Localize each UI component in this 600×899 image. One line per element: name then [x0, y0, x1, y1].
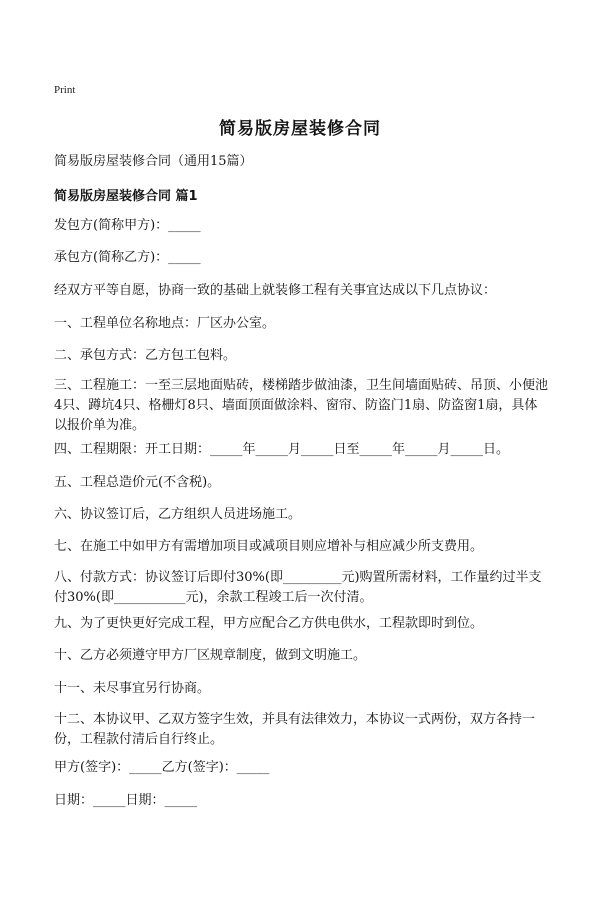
document-title: 简易版房屋装修合同 — [219, 119, 381, 139]
section-heading: 简易版房屋装修合同 篇1 — [54, 189, 198, 204]
clause-2: 二、承包方式：乙方包工包料。 — [54, 348, 237, 363]
date-line: 日期：_____日期：_____ — [54, 793, 198, 808]
signature-line: 甲方(签字)：_____乙方(签字)：_____ — [54, 760, 270, 775]
clause-1: 一、工程单位名称地点：厂区办公室。 — [54, 316, 276, 331]
clause-8: 八、付款方式：协议签订后即付30%(即_________元)购置所需材料，工作量约过半支付30%(即___________元)，余款工程竣工后一次付清。 — [54, 570, 542, 605]
clause-5: 五、工程总造价元(不含税)。 — [54, 475, 221, 490]
clause-3: 三、工程施工：一至三层地面贴砖，楼梯踏步做油漆，卫生间墙面贴砖、吊顶、小便池4只、蹲坑4只、格栅灯8只、墙面顶面做涂料、窗帘、防盗门1扇、防盗窗1扇，具体以报价单为准。 — [54, 378, 549, 433]
clause-9: 九、为了更快更好完成工程，甲方应配合乙方供电供水，工程款即时到位。 — [54, 616, 484, 631]
clause-12: 十二、本协议甲、乙双方签字生效，并具有法律效力，本协议一式两份，双方各持一份，工程款付清后自行终止。 — [54, 712, 536, 747]
print-label: Print — [54, 84, 76, 96]
party-b-line: 承包方(简称乙方)：_____ — [54, 250, 201, 265]
party-a-line: 发包方(简称甲方)：_____ — [54, 218, 201, 233]
document-subtitle: 简易版房屋装修合同（通用15篇） — [54, 154, 253, 169]
agreement-intro: 经双方平等自愿，协商一致的基础上就装修工程有关事宜达成以下几点协议： — [54, 283, 497, 298]
clause-10: 十、乙方必须遵守甲方厂区规章制度，做到文明施工。 — [54, 648, 367, 663]
clause-4: 四、工程期限：开工日期：_____年_____月_____日至_____年_____月_____日。 — [54, 442, 510, 457]
clause-7: 七、在施工中如甲方有需增加项目或减项目则应增补与相应减少所支费用。 — [54, 539, 484, 554]
clause-11: 十一、未尽事宜另行协商。 — [54, 681, 211, 696]
clause-6: 六、协议签订后，乙方组织人员进场施工。 — [54, 507, 302, 522]
